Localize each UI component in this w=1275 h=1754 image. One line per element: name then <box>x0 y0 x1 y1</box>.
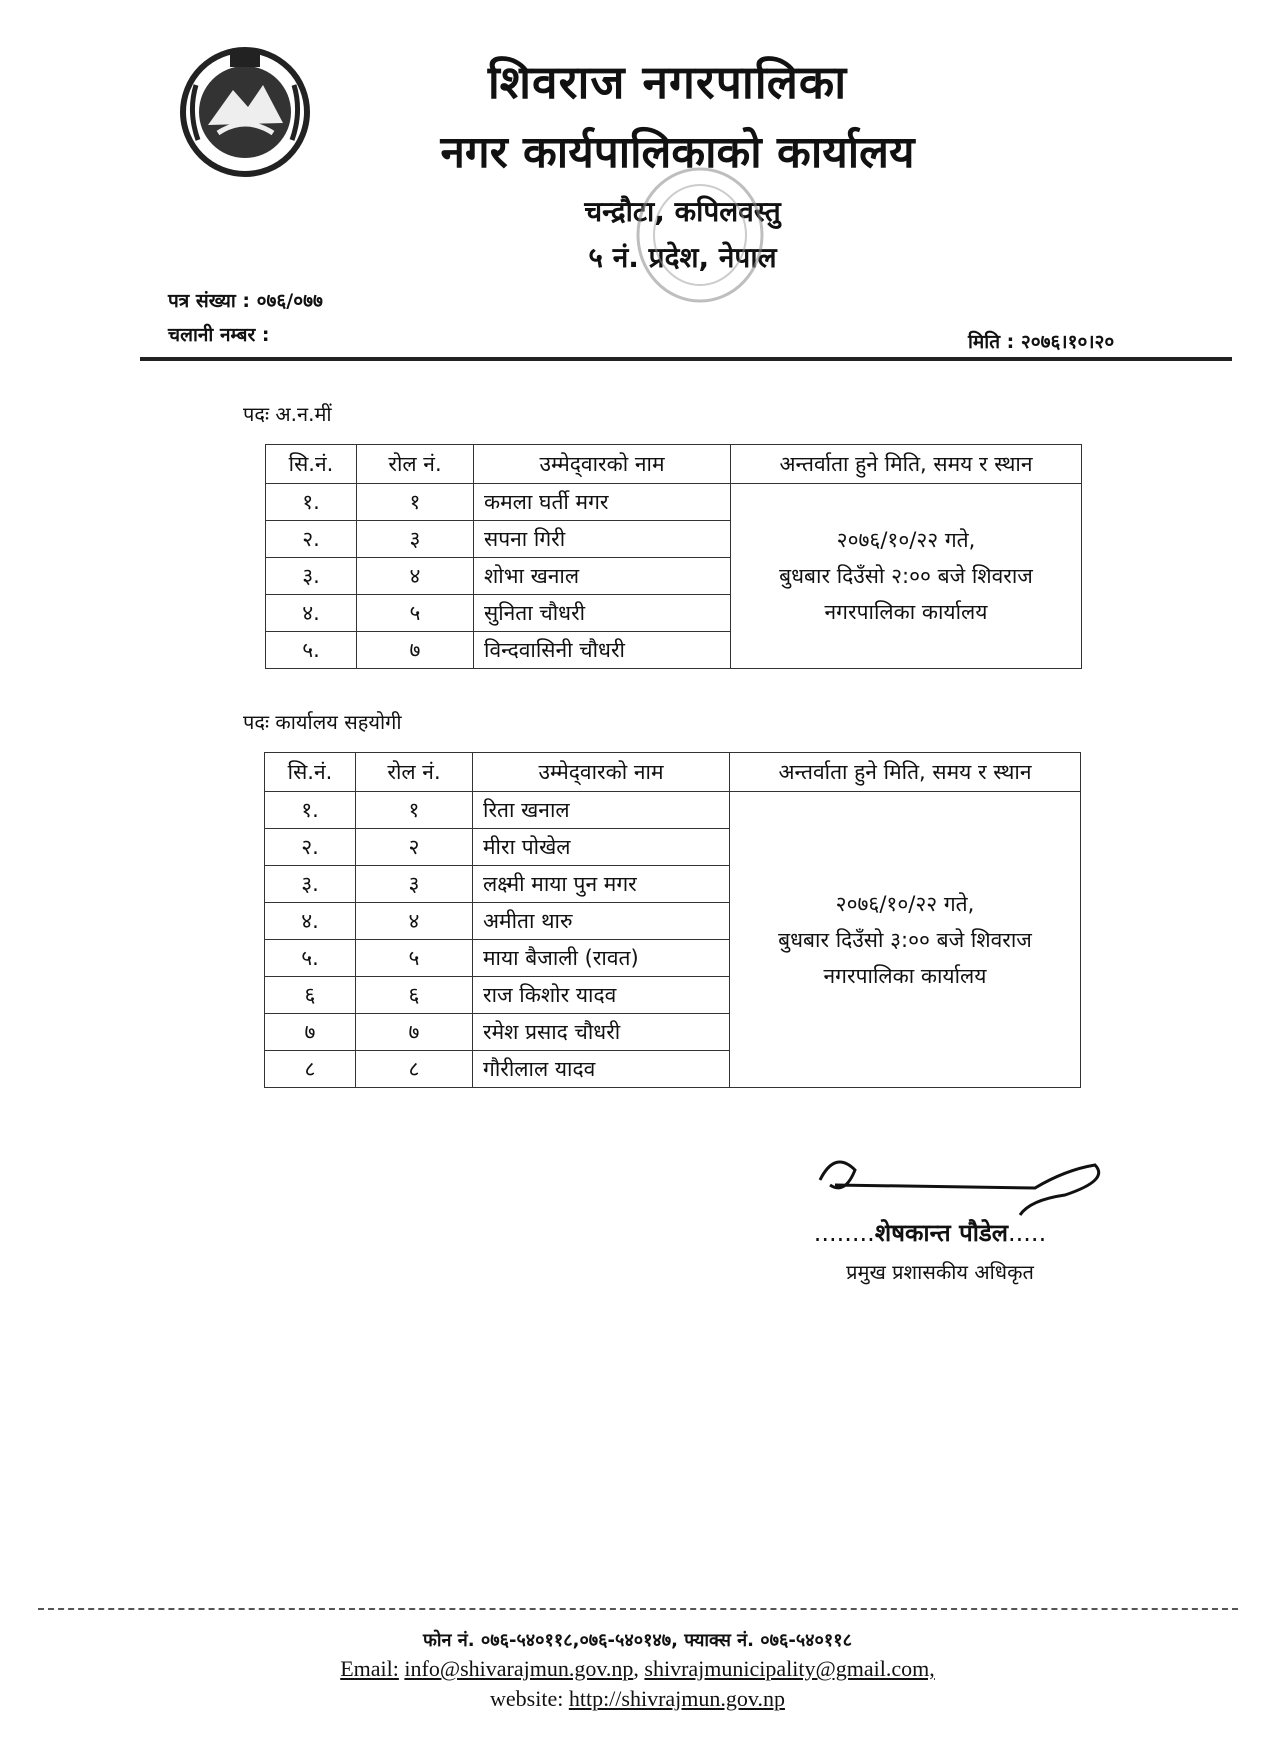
signatory-title: प्रमुख प्रशासकीय अधिकृत <box>846 1260 1034 1284</box>
cell-sn: १. <box>265 792 356 829</box>
cell-roll: २ <box>356 829 473 866</box>
interview-time: बुधबार दिउँसो २:०० बजे शिवराज <box>779 564 1033 588</box>
cell-interview <box>731 484 1082 669</box>
cell-name: कमला घर्ती मगर <box>474 484 731 521</box>
cell-sn: १. <box>266 484 357 521</box>
col-name: उम्मेद्‌वारको नाम <box>474 445 731 484</box>
cell-name: विन्दवासिनी चौधरी <box>474 632 731 669</box>
col-interview: अन्तर्वाता हुने मिति, समय र स्थान <box>730 753 1081 792</box>
date-label: मिति : <box>968 331 1015 353</box>
cell-name: सुनिता चौधरी <box>474 595 731 632</box>
email-link-1[interactable]: info@shivarajmun.gov.np <box>404 1656 634 1681</box>
cell-roll: ४ <box>356 903 473 940</box>
email-label: Email: <box>340 1656 399 1681</box>
table-header-row <box>266 445 1082 484</box>
signatory-name <box>770 1216 1090 1249</box>
post-label-office-assistant: पदः कार्यालय सहयोगी <box>243 710 402 734</box>
col-sn: सि.नं. <box>266 445 357 484</box>
table-row <box>265 792 1081 829</box>
cell-name: लक्ष्मी माया पुन मगर <box>473 866 730 903</box>
cell-roll: ४ <box>357 558 474 595</box>
col-sn: सि.नं. <box>265 753 356 792</box>
interview-date: २०७६/१०/२२ गते, <box>836 528 976 552</box>
signature-dots: ..... <box>1008 1219 1047 1247</box>
cell-sn: २. <box>265 829 356 866</box>
address-line-1: चन्द्रौटा, कपिलवस्तु <box>584 195 781 228</box>
dispatch-number <box>168 321 270 347</box>
col-roll: रोल नं. <box>357 445 474 484</box>
cell-name: शोभा खनाल <box>474 558 731 595</box>
signature-mark <box>815 1140 1115 1220</box>
table-header-row <box>265 753 1081 792</box>
cell-sn: २. <box>266 521 357 558</box>
letter-number-label: पत्र संख्या : <box>168 290 251 312</box>
header-divider <box>140 357 1232 361</box>
municipality-title: शिवराज नगरपालिका <box>487 55 848 109</box>
cell-sn: ६ <box>265 977 356 1014</box>
website-link[interactable]: http://shivrajmun.gov.np <box>568 1686 785 1711</box>
col-name: उम्मेद्‌वारको नाम <box>473 753 730 792</box>
cell-name: रमेश प्रसाद चौधरी <box>473 1014 730 1051</box>
candidate-table-anm <box>265 444 1082 669</box>
office-stamp <box>625 160 775 320</box>
letter-date <box>968 328 1114 354</box>
cell-roll: ३ <box>356 866 473 903</box>
cell-name: राज किशोर यादव <box>473 977 730 1014</box>
cell-sn: ३. <box>266 558 357 595</box>
cell-name: मीरा पोखेल <box>473 829 730 866</box>
cell-sn: ८ <box>265 1051 356 1088</box>
footer-email-line <box>0 1656 1275 1682</box>
interview-time: बुधबार दिउँसो ३:०० बजे शिवराज <box>778 927 1032 952</box>
cell-roll: १ <box>356 792 473 829</box>
cell-name: सपना गिरी <box>474 521 731 558</box>
office-title: नगर कार्यपालिकाको कार्यालय <box>440 127 915 178</box>
signature-dots: ........ <box>813 1219 875 1247</box>
cell-roll: ८ <box>356 1051 473 1088</box>
cell-sn: ३. <box>265 866 356 903</box>
letter-number <box>168 287 323 313</box>
cell-sn: ४. <box>266 595 357 632</box>
cell-roll: ३ <box>357 521 474 558</box>
address-line-2: ५ नं. प्रदेश, नेपाल <box>588 241 777 274</box>
cell-sn: ७ <box>265 1014 356 1051</box>
footer-divider <box>38 1608 1238 1610</box>
footer-phone: फोन नं. ०७६-५४०११८,०७६-५४०१४७, फ्याक्स नं. ०७६-५४०११८ <box>423 1630 852 1651</box>
interview-place: नगरपालिका कार्यालय <box>824 600 988 624</box>
website-label: website: <box>490 1686 564 1711</box>
cell-sn: ४. <box>265 903 356 940</box>
col-interview: अन्तर्वाता हुने मिति, समय र स्थान <box>731 445 1082 484</box>
letter-number-value: ०७६/०७७ <box>256 290 323 312</box>
cell-roll: १ <box>357 484 474 521</box>
dispatch-number-label: चलानी नम्बर : <box>168 324 270 346</box>
cell-name: अमीता थारु <box>473 903 730 940</box>
cell-roll: ५ <box>357 595 474 632</box>
interview-date: २०७६/१०/२२ गते, <box>835 891 975 916</box>
cell-sn: ५. <box>265 940 356 977</box>
cell-roll: ७ <box>356 1014 473 1051</box>
cell-roll: ६ <box>356 977 473 1014</box>
cell-interview <box>730 792 1081 1088</box>
table-row <box>266 484 1082 521</box>
cell-name: माया बैजाली (रावत) <box>473 940 730 977</box>
date-value: २०७६।१०।२० <box>1020 331 1115 353</box>
cell-sn: ५. <box>266 632 357 669</box>
email-separator: , <box>633 1656 639 1681</box>
interview-place: नगरपालिका कार्यालय <box>823 963 987 988</box>
footer-website-line <box>0 1686 1275 1712</box>
email-link-2[interactable]: shivrajmunicipality@gmail.com, <box>644 1656 935 1681</box>
post-label-anm: पदः अ.न.मीं <box>243 402 332 426</box>
cell-roll: ७ <box>357 632 474 669</box>
cell-roll: ५ <box>356 940 473 977</box>
cell-name: गौरीलाल यादव <box>473 1051 730 1088</box>
col-roll: रोल नं. <box>356 753 473 792</box>
candidate-table-office-assistant <box>264 752 1081 1088</box>
signatory-name-text: शेषकान्त पौडेल <box>874 1219 1009 1247</box>
cell-name: रिता खनाल <box>473 792 730 829</box>
